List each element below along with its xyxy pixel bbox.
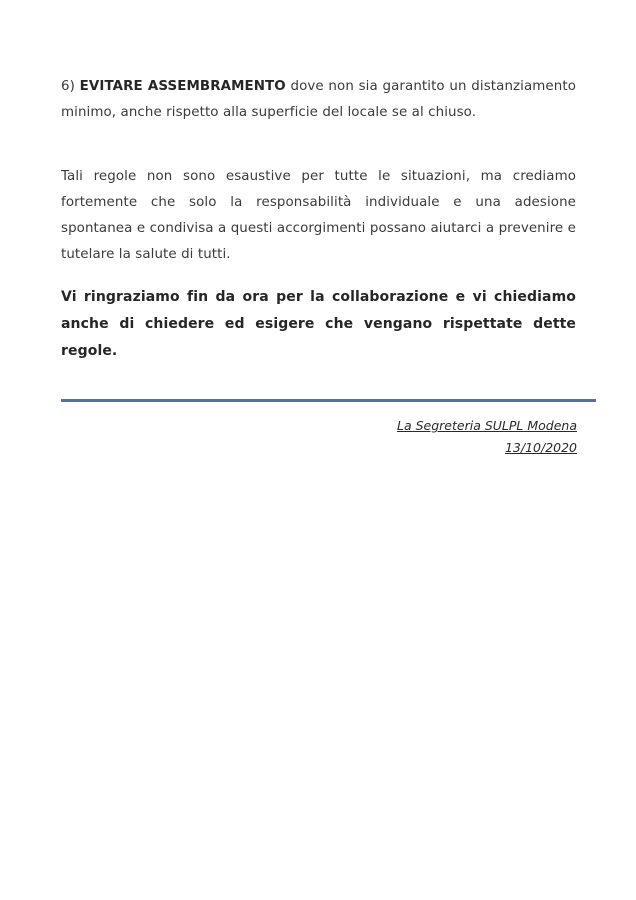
rule-description: dove non sia garantito un distanziamento minimo, anche rispetto alla superficie del locale se al chiuso. xyxy=(61,79,576,120)
signature-date: 13/10/2020 xyxy=(504,440,577,455)
thanks-paragraph: Vi ringraziamo fin da ora per la collaborazione e vi chiediamo anche di chiedere ed esigere che vengano rispettate dette regole. xyxy=(61,289,576,359)
separator-line xyxy=(61,399,596,402)
rule-paragraph xyxy=(61,74,576,126)
rule-number: 6) xyxy=(61,79,80,94)
rule-heading: EVITARE ASSEMBRAMENTO xyxy=(79,79,286,94)
disclaimer-paragraph: Tali regole non sono esaustive per tutte le situazioni, ma crediamo fortemente che solo la responsabilità individuale e una adesione spontanea e condivisa a questi accorgimenti possano aiutarci a prevenire e tutelare la salute di tutti. xyxy=(61,169,576,262)
signature-author: La Segreteria SULPL Modena xyxy=(397,418,577,433)
